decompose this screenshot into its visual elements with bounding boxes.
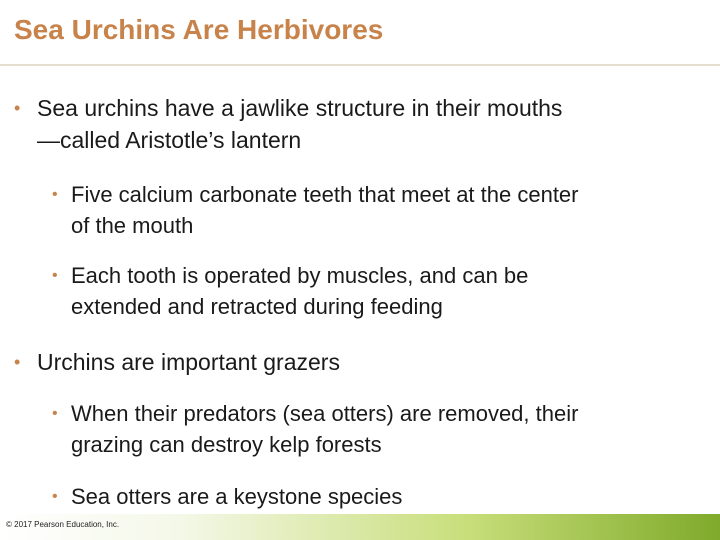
bullet-line: grazing can destroy kelp forests [71,432,382,457]
bullet-line: Sea urchins have a jawlike structure in their mouths [37,95,563,121]
copyright-notice: © 2017 Pearson Education, Inc. [6,520,120,529]
bullet-line: Sea otters are a keystone species [71,484,403,509]
bullet-text [71,260,528,322]
bullet-line: of the mouth [71,213,194,238]
bullet-text [71,398,578,460]
bullet-icon: • [14,98,21,118]
bullet-line: Each tooth is operated by muscles, and can be [71,263,529,288]
bullet-line: Five calcium carbonate teeth that meet at the center [71,182,579,207]
bullet-text [37,346,340,378]
bullet-line: When their predators (sea otters) are removed, their [71,401,579,426]
bullet-icon: • [52,186,58,203]
bullet-text [37,92,562,156]
bullet-icon: • [14,352,21,372]
bullet-icon: • [52,405,58,422]
slide-title: Sea Urchins Are Herbivores [14,14,384,45]
bullet-line: extended and retracted during feeding [71,294,443,319]
bullet-icon: • [52,267,58,284]
bullet-line: Urchins are important grazers [37,349,340,375]
bullet-line: —called Aristotle’s lantern [37,127,302,153]
title-divider [0,64,720,66]
bullet-text [71,481,402,512]
bullet-text [71,179,579,241]
bullet-icon: • [52,488,58,505]
